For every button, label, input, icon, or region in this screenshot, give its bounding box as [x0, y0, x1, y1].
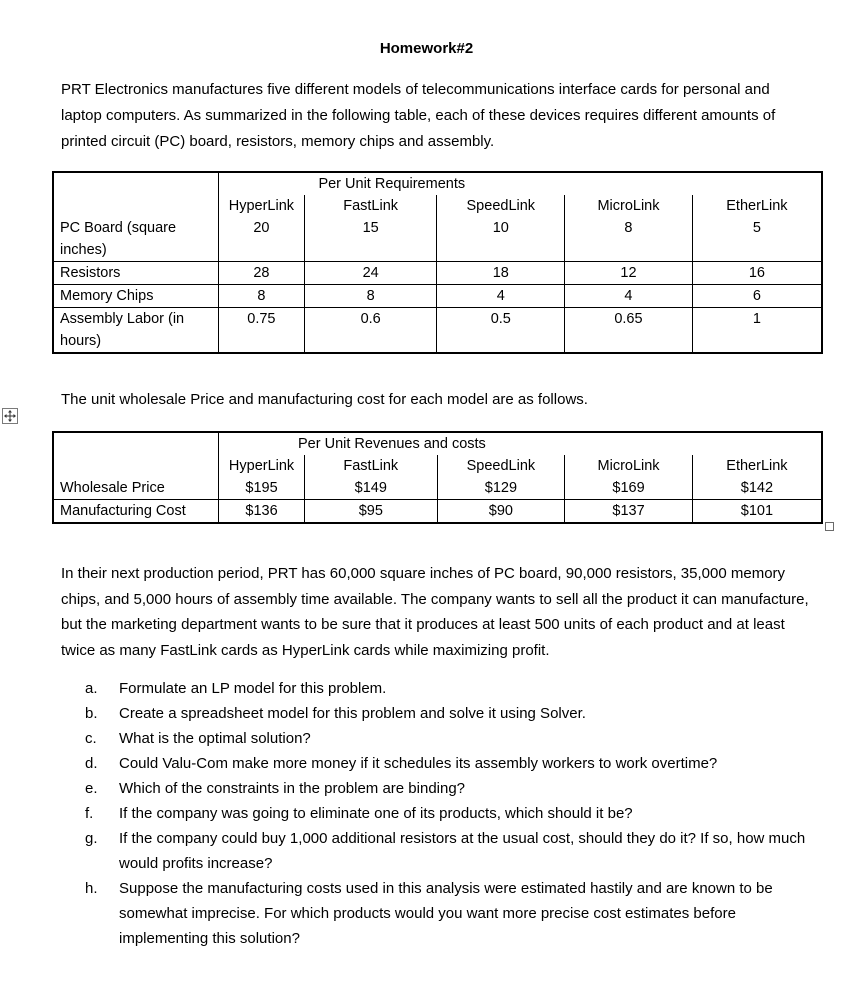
table-cell: 15: [304, 217, 437, 262]
table-cell: $129: [437, 477, 565, 500]
table-cell: $195: [219, 477, 305, 500]
list-marker: e.: [85, 780, 98, 797]
row-label: Wholesale Price: [53, 477, 219, 500]
requirements-heading: Per Unit Requirements: [318, 176, 466, 192]
revenue-heading: Per Unit Revenues and costs: [298, 436, 486, 452]
column-header: SpeedLink: [437, 195, 565, 217]
question-text: Formulate an LP model for this problem.: [119, 680, 387, 697]
list-marker: b.: [85, 705, 98, 722]
table-cell: 4: [565, 285, 693, 308]
table-row: [53, 477, 822, 500]
intro-paragraph: PRT Electronics manufactures five different models of telecommunications interface cards for personal and laptop computers. As summarized in the following table, each of these devices requires different amounts of printed circuit (PC) board, resistors, memory chips and assembly.: [61, 81, 776, 150]
table-cell: 16: [692, 262, 822, 285]
list-item: [85, 876, 815, 951]
table-cell: 12: [565, 262, 693, 285]
list-marker: h.: [85, 880, 98, 897]
column-header: FastLink: [304, 195, 437, 217]
table-cell: $137: [565, 500, 693, 524]
table-cell: $136: [219, 500, 305, 524]
column-header: HyperLink: [218, 195, 304, 217]
table-header-row: [53, 455, 822, 477]
table-cell: 10: [437, 217, 565, 262]
table-move-handle-icon[interactable]: [2, 408, 18, 424]
table-cell: 24: [304, 262, 437, 285]
question-list: [85, 676, 815, 951]
table-row: [53, 217, 822, 262]
list-item: [85, 826, 815, 876]
question-text: If the company could buy 1,000 additional resistors at the usual cost, should they do it? If so, how much would profits increase?: [119, 830, 806, 872]
list-marker: f.: [85, 805, 94, 822]
table-row: [53, 262, 822, 285]
table-cell: 6: [692, 285, 822, 308]
move-arrows-icon: [4, 410, 16, 422]
row-label: PC Board (square inches): [53, 217, 218, 262]
document-title: Homework#2: [379, 40, 474, 57]
column-header: HyperLink: [219, 455, 305, 477]
list-item: [85, 751, 815, 776]
table-cell: 8: [565, 217, 693, 262]
table-cell: 8: [304, 285, 437, 308]
table-row: [53, 172, 822, 195]
question-text: Create a spreadsheet model for this problem and solve it using Solver.: [119, 705, 586, 722]
list-marker: g.: [85, 830, 98, 847]
question-text: Suppose the manufacturing costs used in this analysis were estimated hastily and are known to be somewhat imprecise. For which products would you want more precise cost estimates before implementing this solution?: [119, 880, 773, 947]
row-label: Memory Chips: [53, 285, 218, 308]
list-item: [85, 701, 815, 726]
table-row: [53, 285, 822, 308]
list-marker: a.: [85, 680, 98, 697]
table-cell: 18: [437, 262, 565, 285]
table-cell: $169: [565, 477, 693, 500]
revenue-table: [52, 431, 823, 524]
list-marker: c.: [85, 730, 97, 747]
row-label: Resistors: [53, 262, 218, 285]
table-cell: 0.65: [565, 308, 693, 354]
column-header: FastLink: [305, 455, 438, 477]
table-cell: 4: [437, 285, 565, 308]
table-cell: 1: [692, 308, 822, 354]
list-marker: d.: [85, 755, 98, 772]
table-cell: $142: [692, 477, 822, 500]
table-cell: 0.6: [304, 308, 437, 354]
question-text: If the company was going to eliminate one of its products, which should it be?: [119, 805, 633, 822]
table-cell: 5: [692, 217, 822, 262]
table-row: [53, 432, 822, 455]
list-item: [85, 801, 815, 826]
table-cell: 0.5: [437, 308, 565, 354]
table-header-row: [53, 195, 822, 217]
table-cell: $101: [692, 500, 822, 524]
row-label: Manufacturing Cost: [53, 500, 219, 524]
table-cell: 20: [218, 217, 304, 262]
table-cell: 28: [218, 262, 304, 285]
table-cell: 0.75: [218, 308, 304, 354]
table-cell: 8: [218, 285, 304, 308]
column-header: MicroLink: [565, 455, 693, 477]
table-resize-handle-icon[interactable]: [825, 522, 834, 531]
table-cell: $90: [437, 500, 565, 524]
table-row: [53, 500, 822, 524]
question-text: Which of the constraints in the problem are binding?: [119, 780, 466, 797]
table-row: [53, 308, 822, 354]
revenue-caption: The unit wholesale Price and manufacturing cost for each model are as follows.: [61, 391, 588, 408]
table-cell: $149: [305, 477, 438, 500]
column-header: SpeedLink: [437, 455, 565, 477]
question-text: What is the optimal solution?: [119, 730, 311, 747]
column-header: EtherLink: [692, 455, 822, 477]
list-item: [85, 776, 815, 801]
table-cell: $95: [305, 500, 438, 524]
column-header: EtherLink: [692, 195, 822, 217]
column-header: MicroLink: [565, 195, 693, 217]
requirements-table: [52, 171, 823, 354]
list-item: [85, 726, 815, 751]
list-item: [85, 676, 815, 701]
question-text: Could Valu-Com make more money if it schedules its assembly workers to work overtime?: [119, 755, 718, 772]
row-label: Assembly Labor (in hours): [53, 308, 218, 354]
problem-paragraph: In their next production period, PRT has 60,000 square inches of PC board, 90,000 resistors, 35,000 memory chips, and 5,000 hours of assembly time available. The company wants to sell all the product it can manufacture, but the marketing department wants to be sure that it produces at least 500 units of each product and at least twice as many FastLink cards as HyperLink cards while maximizing profit.: [61, 565, 809, 659]
